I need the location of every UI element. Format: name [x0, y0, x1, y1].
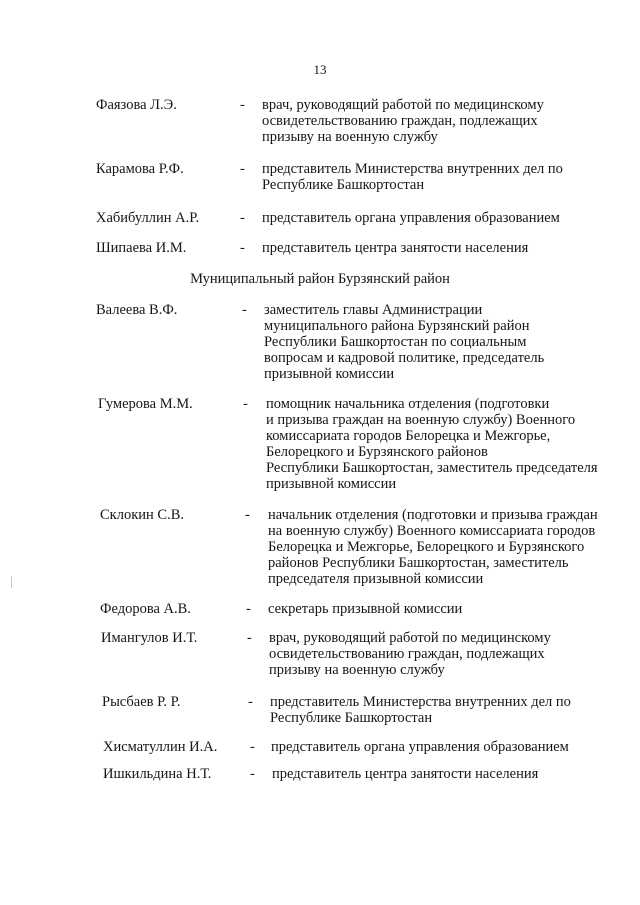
entry-dash: -	[250, 766, 255, 782]
entry-dash: -	[246, 601, 251, 617]
member-name: Имангулов И.Т.	[101, 630, 198, 646]
member-name: Склокин С.В.	[100, 507, 184, 523]
page-number: 13	[313, 62, 327, 77]
member-name: Хабибуллин А.Р.	[96, 210, 200, 226]
member-name: Ишкильдина Н.Т.	[103, 766, 212, 782]
member-role: представитель центра занятости населения	[262, 240, 529, 256]
member-role: представитель Министерства внутренних дел по Республике Башкортостан	[262, 161, 563, 193]
member-name: Шипаева И.М.	[96, 240, 187, 256]
member-name: Карамова Р.Ф.	[96, 161, 184, 177]
member-role: помощник начальника отделения (подготовки и призыва граждан на военную службу) Военного комиссариата городов Белорецка и Межгорье, Белорецкого и Бурзянского районов Республики Башкортостан, заместитель председателя призывной комиссии	[266, 396, 598, 492]
entry-dash: -	[240, 161, 245, 177]
section-heading: Муниципальный район Бурзянский район	[190, 271, 450, 287]
member-role: представитель центра занятости населения	[272, 766, 539, 782]
member-role: представитель органа управления образованием	[262, 210, 560, 226]
entry-dash: -	[243, 396, 248, 412]
member-role: начальник отделения (подготовки и призыва граждан на военную службу) Военного комиссариата городов Белорецка и Межгорье, Белорецкого и Бурзянского районов Республики Башкортостан, заместитель председателя призывной комиссии	[268, 507, 598, 587]
member-name: Хисматуллин И.А.	[103, 739, 218, 755]
entry-dash: -	[248, 694, 253, 710]
member-name: Рысбаев Р. Р.	[102, 694, 181, 710]
member-role: врач, руководящий работой по медицинскому освидетельствованию граждан, подлежащих призыву на военную службу	[269, 630, 551, 678]
member-name: Фаязова Л.Э.	[96, 97, 177, 113]
member-role: представитель Министерства внутренних дел по Республике Башкортостан	[270, 694, 571, 726]
member-role: секретарь призывной комиссии	[268, 601, 463, 617]
entry-dash: -	[240, 210, 245, 226]
member-name: Валеева В.Ф.	[96, 302, 178, 318]
member-name: Федорова А.В.	[100, 601, 191, 617]
entry-dash: -	[242, 302, 247, 318]
entry-dash: -	[240, 240, 245, 256]
member-role: заместитель главы Администрации муниципального района Бурзянский район Республики Башкортостан по социальным вопросам и кадровой политике, председатель призывной комиссии	[264, 302, 545, 382]
entry-dash: -	[247, 630, 252, 646]
entry-dash: -	[240, 97, 245, 113]
member-role: врач, руководящий работой по медицинскому освидетельствованию граждан, подлежащих призыву на военную службу	[262, 97, 544, 145]
member-name: Гумерова М.М.	[98, 396, 193, 412]
scan-artifact	[11, 576, 12, 588]
member-role: представитель органа управления образованием	[271, 739, 569, 755]
entry-dash: -	[250, 739, 255, 755]
entry-dash: -	[245, 507, 250, 523]
